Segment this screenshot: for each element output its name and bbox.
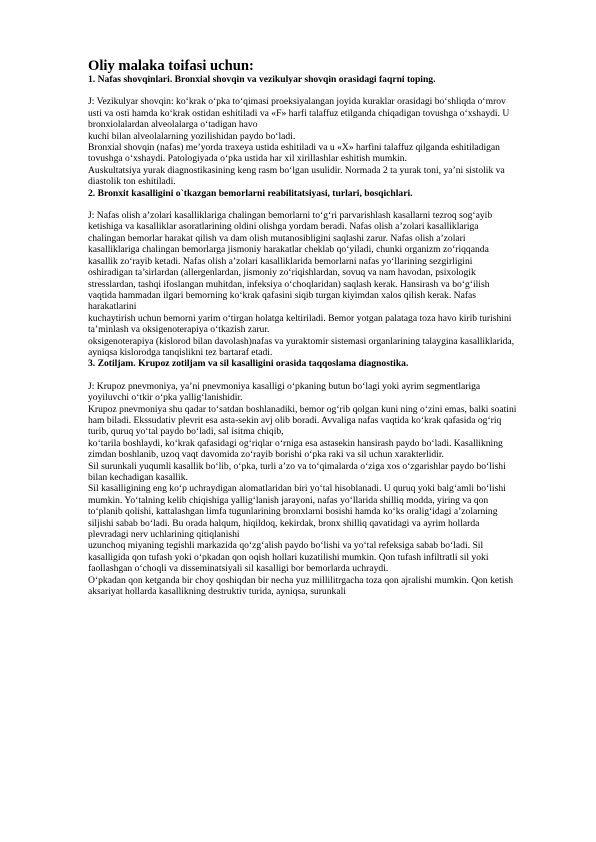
answer-3-paragraph: Sil kasalligining eng ko‘p uchraydigan alomatlaridan biri yo‘tal hisoblanadi. U quruq yoki balg‘amli bo‘lishi mumkin. Yo‘talning kelib chiqishiga yallig‘lanish jarayoni, nafas yo‘llarida shilliq modda, yiring va qon to‘planib qolishi, kattalashgan limfa tugunlarining bronxlarni bosishi hamda ko‘ks oralig‘idagi a’zolarning siljishi sabab bo‘ladi. Bu orada halqum, hiqildoq, kekirdak, bronx shilliq qavatidagi va ayrim hollarda plevradagi nerv uchlarining qitiqlanishi [88,483,506,541]
answer-2-paragraph: J: Nafas olish a’zolari kasalliklariga chalingan bemorlarni to‘g‘ri parvarishlash kasallarni tezroq sog‘ayib ketishiga va kasalliklar asoratlarining oldini olishga yordam beradi. Nafas olish a’zolari kasalliklariga chalingan bemorlar harakat qilish va dam olish mutanosibligini saqlashi zarur. Nafas olish a’zolari kasalliklariga chalingan bemorlarga jismoniy harakatlar cheklab qo‘yiladi, chunki organizm zo‘riqqanda kasallik zo‘rayib ketadi. Nafas olish a’zolari kasalliklarida bemorlarni nafas yo‘llarining sezgirligini oshiradigan ta’sirlardan (allergenlardan, jismoniy zo‘riqishlardan, sovuq va nam havodan, psixologik stresslardan, tashqi ifoslangan muhitdan, infeksiya o‘choqlaridan) saqlash kerak. Hansirash va bo‘g‘ilish vaqtida hammadan ilgari bemorning ko‘krak qafasini siqib turgan kiyimdan xalos qilish kerak. Nafas harakatlarini [88,210,493,313]
page-title: Oliy malaka toifasi uchun: [88,58,254,74]
question-3: 3. Zotiljam. Krupoz zotiljam va sil kasalligini orasida taqqoslama diagnostika. [88,358,409,370]
answer-3-paragraph: Sil surunkali yuqumli kasallik bo‘lib, o‘pka, turli a’zo va to‘qimalarda o‘ziga xos o‘zgarishlar paydo bo‘lishi bilan kechadigan kasallik. [88,460,506,483]
answer-3-paragraph: O‘pkadan qon ketganda bir choy qoshiqdan bir necha yuz millilitrgacha toza qon ajralishi mumkin. Qon ketish aksariyat hollarda kasallikning destruktiv turida, ayniqsa, surunkali [88,574,514,598]
answer-3-paragraph: Krupoz pnevmoniya shu qadar to‘satdan boshlanadiki, bemor og‘rib qolgan kuni ning o‘zini emas, balki soatini ham biladi. Ekssudativ plevrit esa asta-sekin avj olib boradi. Avvaliga nafas vaqtida ko‘krak qafasida og‘riq turib, quruq yo‘tal paydo bo‘ladi, sal isitma chiqib, [88,403,517,438]
answer-1-paragraph: Bronxial shovqin (nafas) me’yorda traxeya ustida eshitiladi va u «X» harfini talaffuz qilganda eshitiladigan tovushga o‘xshaydi. Patologiyada o‘pka ustida har xil xirillashlar eshitish mumkin. [88,142,500,165]
answer-1-paragraph: kuchi bilan alveolalarning yozilishidan paydo bo‘ladi. [88,130,296,142]
answer-2-paragraph: oksigenoterapiya (kislorod bilan davolash)nafas va yuraktomir sistemasi organlarining talaygina kasalliklarida, ayniqsa kislorodga tanqislikni tez bartaraf etadi. [88,335,515,358]
answer-1-paragraph: J: Vezikulyar shovqin: ko‘krak o‘pka to‘qimasi proeksiyalangan joyida kuraklar orasidagi bo‘shliqda o‘mrov usti va osti hamda ko‘krak ostidan eshitiladi va «F» harfi talaffuz etilganda chiqadigan tovushga o‘xshaydi. U bronxiolalardan alveolalarga o‘tadigan havo [88,96,510,131]
spacer [88,370,518,381]
spacer [88,199,518,210]
question-2: 2. Bronxit kasalligini o`tkazgan bemorlarni reabilitatsiyasi, turlari, bosqichlari. [88,187,413,199]
question-1: 1. Nafas shovqinlari. Bronxial shovqin va vezikulyar shovqin orasidagi faqrni toping. [88,74,436,85]
answer-3-paragraph: ko‘tarila boshlaydi, ko‘krak qafasidagi og‘riqlar o‘rniga esa astasekin hansirash paydo bo‘ladi. Kasallikning zimdan boshlanib, uzoq vaqt davomida zo‘rayib borishi o‘pka raki va sil uchun xarakterlidir. [88,437,503,461]
answer-3-paragraph: uzunchoq miyaning tegishli markazida qo‘zg‘alish paydo bo‘lishi va yo‘tal refeksiga sabab bo‘ladi. Sil kasalligida qon tufash yoki o‘pkadan qon oqish hollari kuzatilishi mumkin. Qon tufash infiltratli sil yoki faollashgan o‘choqli va disseminatsiyali sil kasalligi bor bemorlarda uchraydi. [88,540,489,575]
spacer [88,85,518,96]
document-page [88,58,518,597]
answer-1-paragraph: Auskultatsiya yurak diagnostikasining keng rasm bo‘lgan usulidir. Normada 2 ta yurak toni, ya’ni sistolik va diastolik ton eshitiladi. [88,164,505,188]
answer-2-paragraph: kuchaytirish uchun bemorni yarim o‘tirgan holatga keltiriladi. Bemor yotgan palataga toza havo kirib turishini ta’minlash va oksigenoterapiya o‘tkazish zarur. [88,312,512,336]
answer-3-paragraph: J: Krupoz pnevmoniya, ya’ni pnevmoniya kasalligi o‘pkaning butun bo‘lagi yoki ayrim segmentlariga yoyiluvchi o‘tkir o‘pka yallig‘lanishidir. [88,380,481,404]
